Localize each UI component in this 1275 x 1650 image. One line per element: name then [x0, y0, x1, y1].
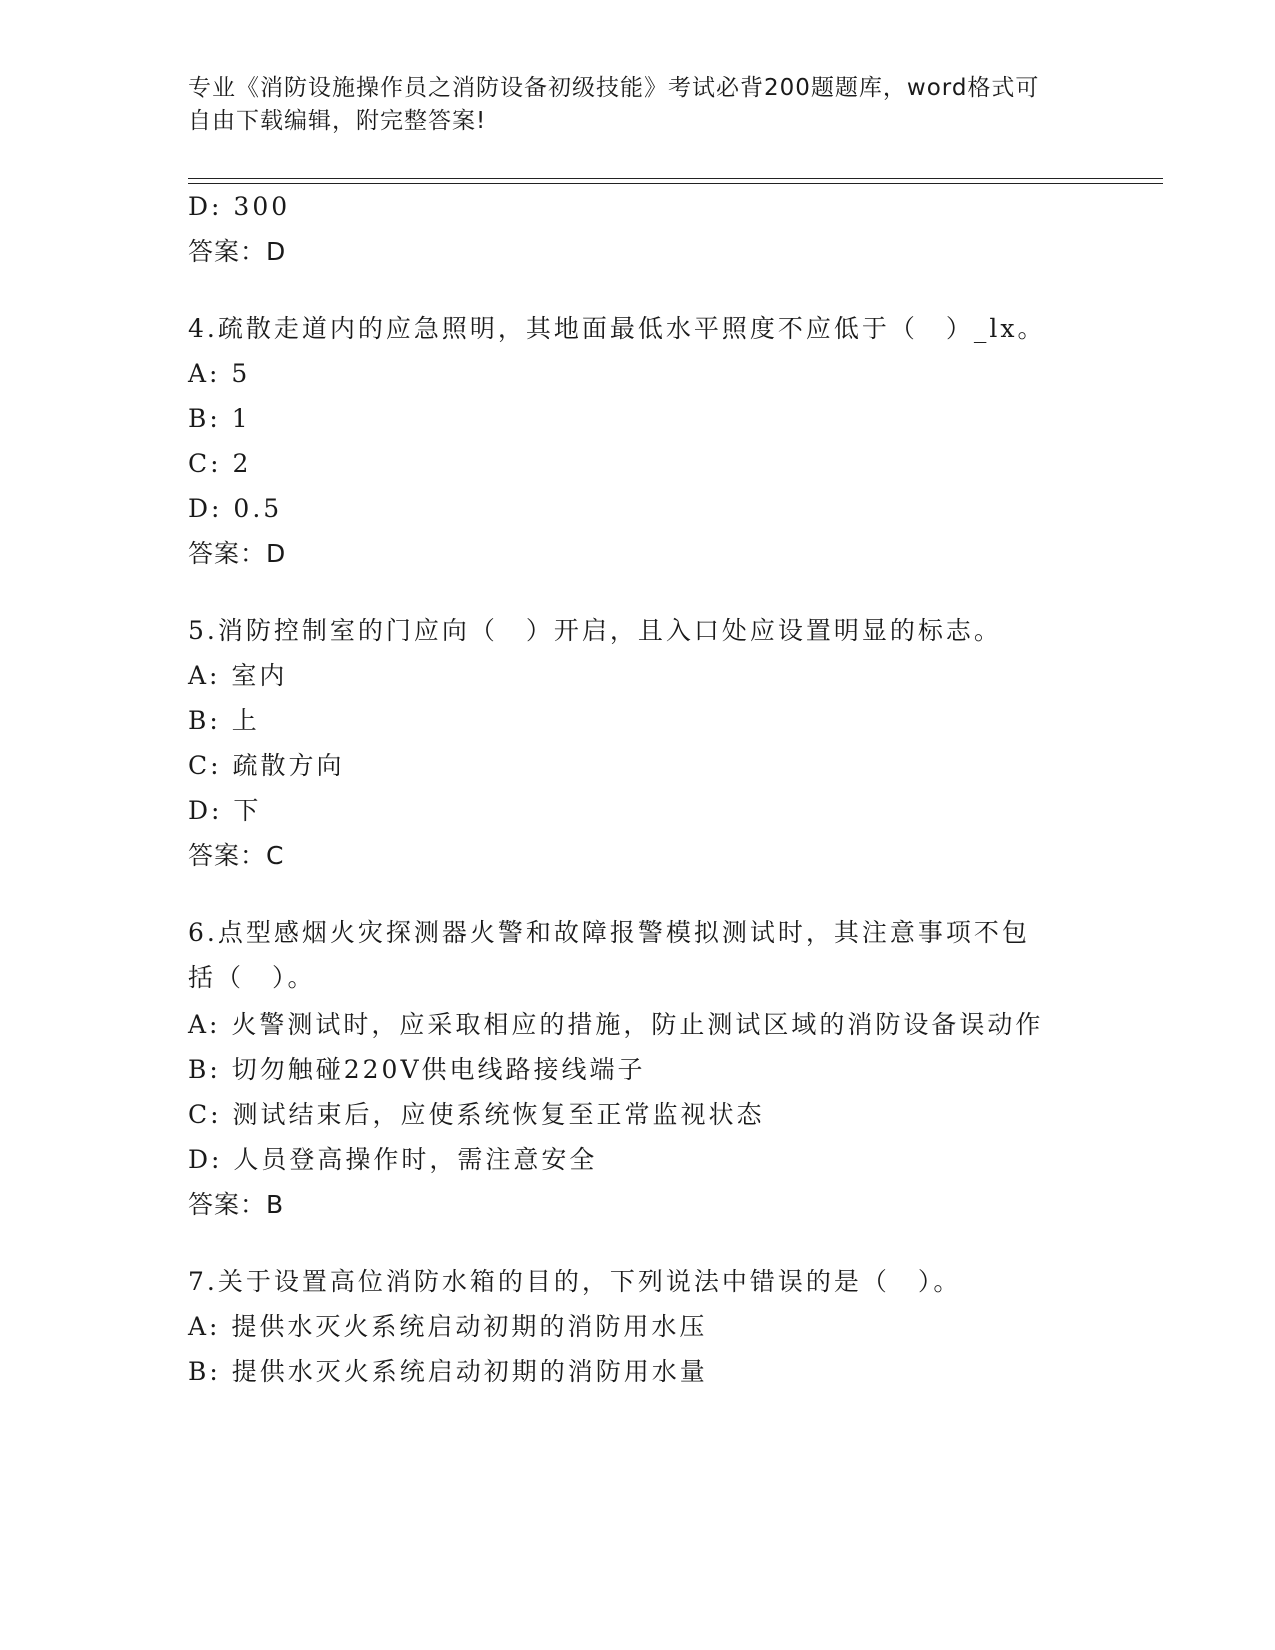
question-content — [188, 190, 1088, 1388]
header-title-line-1: 专业《消防设施操作员之消防设备初级技能》考试必背200题题库，word格式可 — [188, 75, 1040, 101]
q6-stem-line-1: 6.点型感烟火灾探测器火警和故障报警模拟测试时，其注意事项不包 — [188, 918, 1030, 947]
q7-stem: 7.关于设置高位消防水箱的目的，下列说法中错误的是（ ）。 — [188, 1267, 962, 1296]
q7-option-b: B: 提供水灭火系统启动初期的消防用水量 — [188, 1357, 708, 1386]
q6-stem-line-2: 括（ ）。 — [188, 963, 316, 992]
q6-option-c: C: 测试结束后，应使系统恢复至正常监视状态 — [188, 1100, 765, 1129]
header-title-line-2: 自由下载编辑，附完整答案! — [188, 108, 487, 134]
header-divider-bottom — [188, 183, 1163, 184]
q6-option-a: A: 火警测试时，应采取相应的措施，防止测试区域的消防设备误动作 — [188, 1010, 1044, 1039]
q5-option-d: D: 下 — [188, 796, 262, 825]
page-header — [188, 72, 1068, 138]
q4-answer: 答案：D — [188, 539, 287, 568]
q6-option-b: B: 切勿触碰220V供电线路接线端子 — [188, 1055, 646, 1084]
q3-option-d: D: 300 — [188, 192, 291, 221]
q4-stem: 4.疏散走道内的应急照明，其地面最低水平照度不应低于（ ）_lx。 — [188, 314, 1046, 343]
q6-option-d: D: 人员登高操作时，需注意安全 — [188, 1145, 598, 1174]
q3-answer: 答案：D — [188, 237, 287, 266]
header-divider-top — [188, 178, 1163, 179]
q4-option-d: D: 0.5 — [188, 494, 283, 523]
q4-option-b: B: 1 — [188, 404, 251, 433]
q5-option-c: C: 疏散方向 — [188, 751, 345, 780]
q4-option-a: A: 5 — [188, 359, 251, 388]
q5-option-a: A: 室内 — [188, 661, 288, 690]
q6-stem — [188, 910, 1088, 1000]
q4-option-c: C: 2 — [188, 449, 252, 478]
q5-answer: 答案：C — [188, 841, 285, 870]
q6-answer: 答案：B — [188, 1190, 285, 1219]
q5-option-b: B: 上 — [188, 706, 260, 735]
q5-stem: 5.消防控制室的门应向（ ）开启，且入口处应设置明显的标志。 — [188, 616, 1002, 645]
q7-option-a: A: 提供水灭火系统启动初期的消防用水压 — [188, 1312, 708, 1341]
